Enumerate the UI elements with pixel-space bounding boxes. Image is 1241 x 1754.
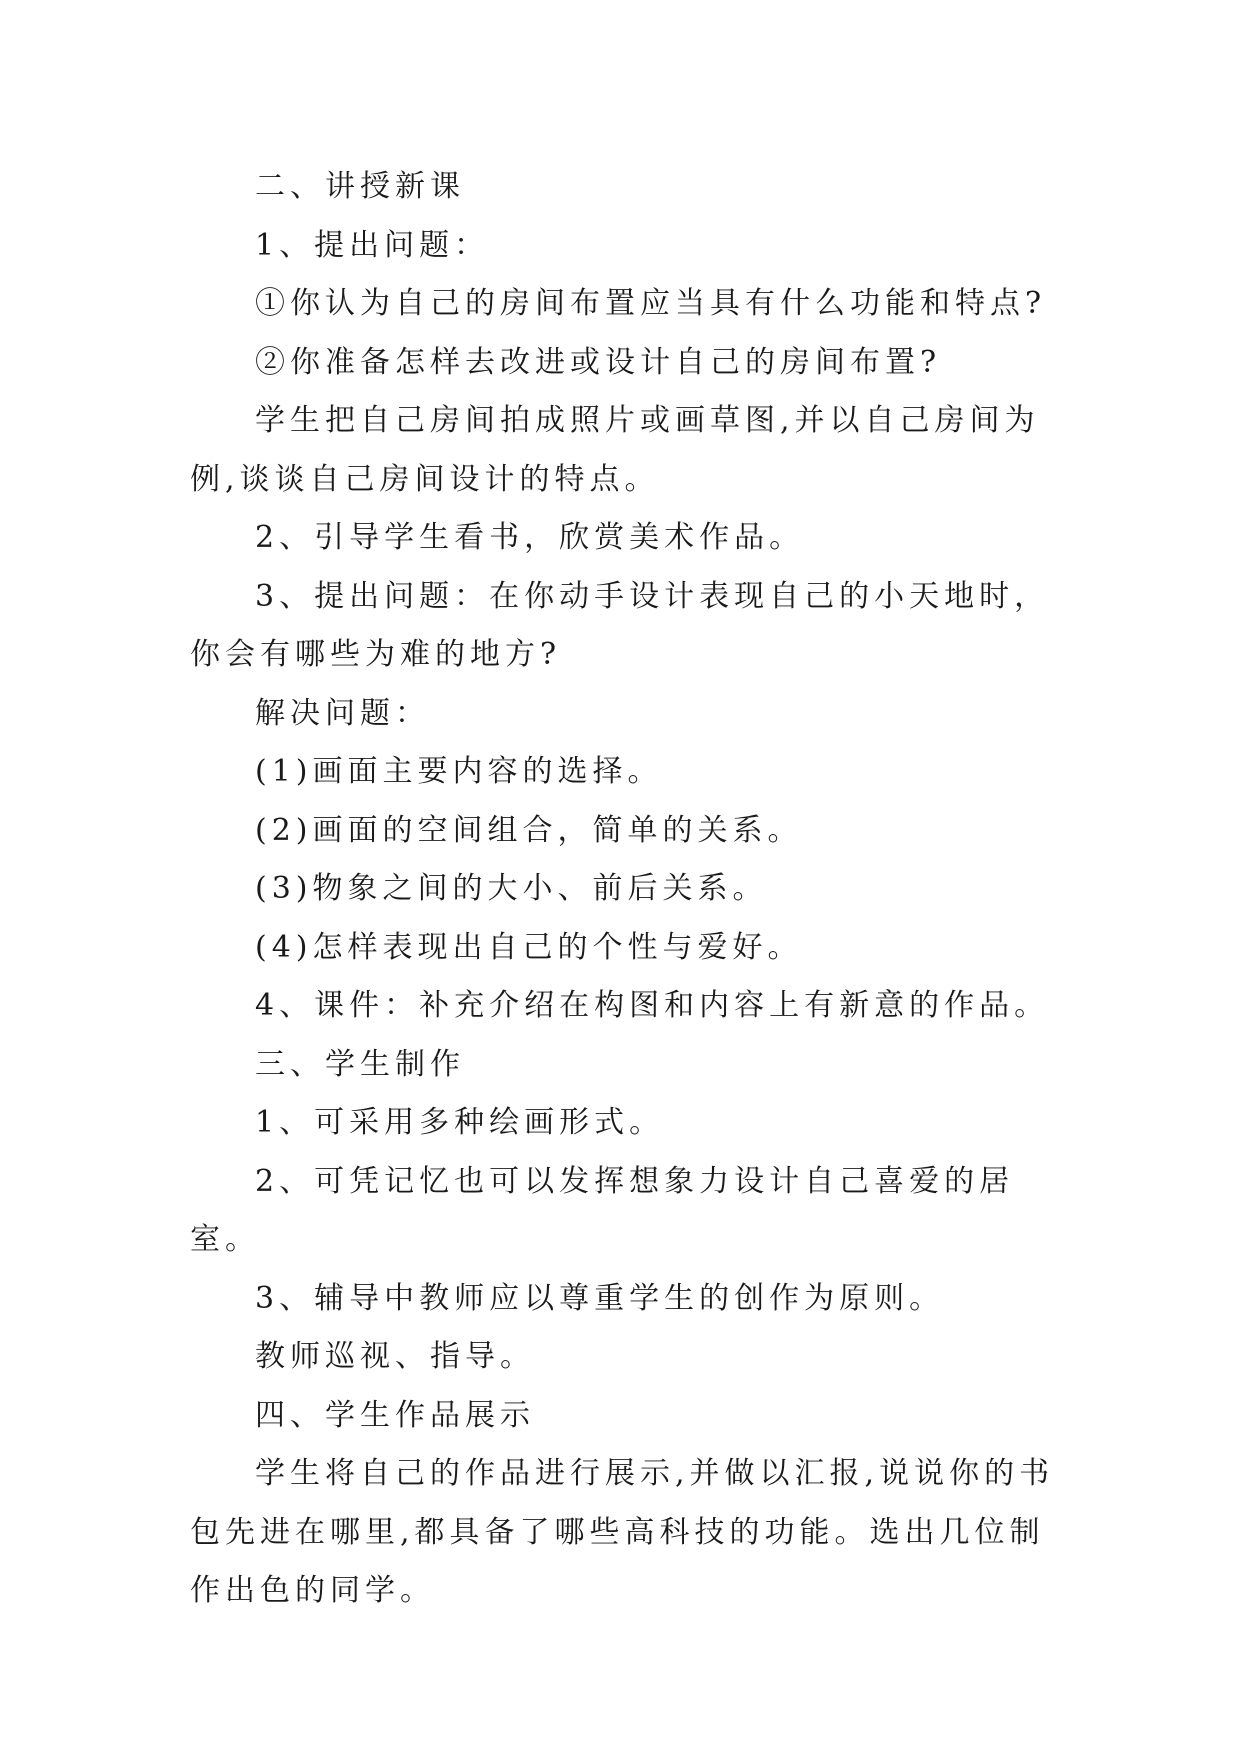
body-paragraph: 教师巡视、指导。 xyxy=(255,1339,535,1374)
section-heading-showcase: 四、学生作品展示 xyxy=(255,1397,535,1433)
list-item: (3)物象之间的大小、前后关系。 xyxy=(255,871,768,906)
list-item: (2)画面的空间组合，简单的关系。 xyxy=(255,812,803,848)
list-item: 1、提出问题： xyxy=(255,227,490,263)
list-item: 1、可采用多种绘画形式。 xyxy=(255,1105,665,1140)
list-item: (1)画面主要内容的选择。 xyxy=(255,754,663,789)
document-body xyxy=(190,158,1060,1621)
list-item: (4)怎样表现出自己的个性与爱好。 xyxy=(255,929,803,965)
list-item: 3、辅导中教师应以尊重学生的创作为原则。 xyxy=(255,1280,945,1316)
body-paragraph: 学生将自己的作品进行展示,并做以汇报,说说你的书包先进在哪里,都具备了哪些高科技的功能。选出几位制作出色的同学。 xyxy=(190,1456,1055,1608)
list-item: 2、可凭记忆也可以发挥想象力设计自己喜爱的居室。 xyxy=(190,1163,1015,1257)
body-paragraph: 解决问题： xyxy=(255,695,430,731)
list-item: 4、课件：补充介绍在构图和内容上有新意的作品。 xyxy=(255,988,1050,1023)
body-paragraph: 3、提出问题：在你动手设计表现自己的小天地时，你会有哪些为难的地方? xyxy=(190,578,1050,672)
body-paragraph: 学生把自己房间拍成照片或画草图,并以自己房间为例,谈谈自己房间设计的特点。 xyxy=(190,403,1040,497)
section-heading-new-lesson: 二、讲授新课 xyxy=(255,169,465,204)
list-item: 2、引导学生看书，欣赏美术作品。 xyxy=(255,520,805,555)
section-heading-student-work: 三、学生制作 xyxy=(255,1046,465,1082)
list-item: ①你认为自己的房间布置应当具有什么功能和特点? xyxy=(255,286,1047,321)
list-item: ②你准备怎样去改进或设计自己的房间布置? xyxy=(255,344,942,380)
